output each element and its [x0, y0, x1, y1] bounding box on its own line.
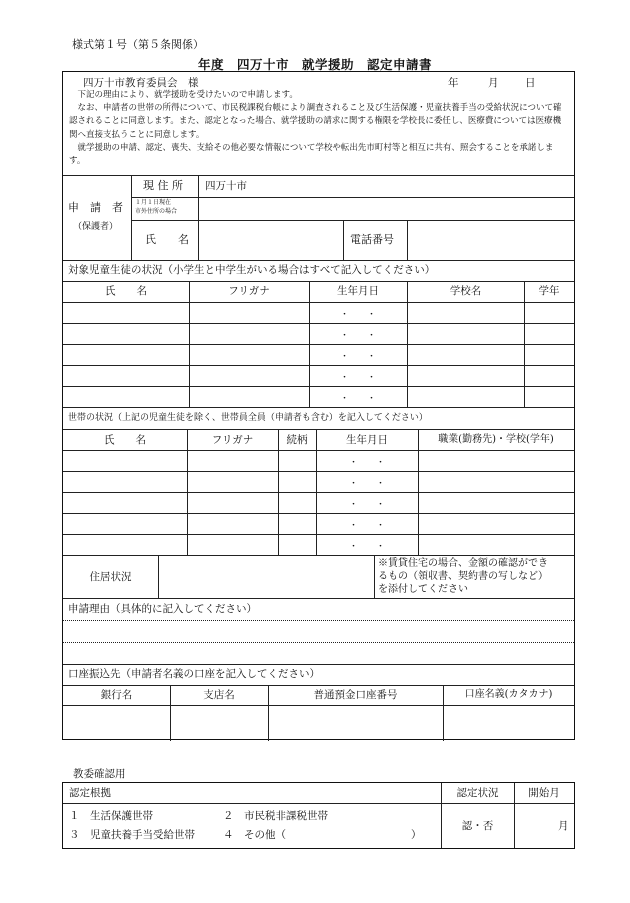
- address-label: 現 住 所: [143, 179, 183, 192]
- phone-label: 電話番号: [350, 233, 394, 246]
- office-use-box: [62, 782, 575, 849]
- children-col-birthdate: 生年月日: [337, 285, 379, 297]
- household-col-occupation: 職業(勤務先)・学校(学年): [438, 434, 554, 445]
- form-number: 様式第１号（第５条関係）: [72, 38, 204, 51]
- intro-line-2: なお、申請者の世帯の所得について、市民税課税台帳により調査されること及び生活保護・児童扶養手当の受給状況について確認されることに同意します。また、認定となった場合、就学援助の請求に関する権限を学校長に委任し、医療費については医療機関へ直接支払うことに同意します。: [69, 103, 562, 140]
- bank-col-account: 普通預金口座番号: [313, 689, 398, 701]
- intro-text: [69, 89, 569, 168]
- outside-address-label-1: １月１日現在: [135, 199, 172, 206]
- date-year-label: 年: [448, 77, 459, 89]
- children-row-4-birthdate[interactable]: ・ ・: [339, 373, 376, 383]
- basis-option-1[interactable]: １ 生活保護世帯: [69, 810, 153, 822]
- addressee: 四万十市教育委員会 様: [83, 77, 199, 89]
- page-title: 年度 四万十市 就学援助 認定申請書: [197, 57, 432, 72]
- start-header: 開始月: [528, 787, 560, 799]
- basis-option-2[interactable]: ２ 市民税非課税世帯: [223, 810, 328, 822]
- residence-note-1: ※賃貸住宅の場合、金額の確認ができ: [378, 558, 548, 569]
- bank-heading: 口座振込先（申請者名義の口座を記入してください）: [68, 668, 320, 680]
- basis-option-4-close: ）: [411, 829, 422, 841]
- intro-line-3: 就学援助の申請、認定、喪失、支給その他必要な情報について学校や転出先市町村等と相互に共有、照会することを承諾します。: [69, 142, 554, 167]
- address-value[interactable]: 四万十市: [205, 180, 247, 192]
- intro-line-1: 下記の理由により、就学援助を受けたいので申請します。: [77, 90, 298, 100]
- application-form: [62, 71, 575, 740]
- household-heading: 世帯の状況（上記の児童生徒を除く、世帯員全員（申請者も含む）を記入してください）: [68, 413, 428, 423]
- household-col-birthdate: 生年月日: [346, 434, 388, 446]
- applicant-sublabel: （保護者）: [73, 222, 119, 232]
- children-heading: 対象児童生徒の状況（小学生と中学生がいる場合はすべて記入してください）: [68, 264, 436, 276]
- residence-label: 住居状況: [89, 571, 132, 583]
- residence-note-3: を添付してください: [378, 584, 468, 595]
- children-col-furigana: フリガナ: [228, 285, 270, 297]
- basis-option-3[interactable]: ３ 児童扶養手当受給世帯: [69, 829, 195, 841]
- household-col-furigana: フリガナ: [211, 434, 254, 446]
- household-row-5-birthdate[interactable]: ・ ・: [348, 542, 385, 552]
- basis-header: 認定根拠: [69, 787, 111, 799]
- children-row-5-birthdate[interactable]: ・ ・: [339, 394, 376, 404]
- status-header: 認定状況: [456, 787, 499, 799]
- household-col-name: 氏 名: [104, 434, 146, 446]
- name-label: 氏 名: [145, 233, 189, 246]
- applicant-label: 申 請 者: [68, 201, 123, 214]
- household-row-1-birthdate[interactable]: ・ ・: [348, 458, 385, 468]
- date-month-label: 月: [488, 77, 499, 89]
- date-day-label: 日: [525, 77, 536, 89]
- children-col-school: 学校名: [449, 285, 482, 297]
- children-col-grade: 学年: [538, 285, 560, 297]
- children-col-name: 氏 名: [105, 285, 147, 297]
- household-row-2-birthdate[interactable]: ・ ・: [348, 479, 385, 489]
- basis-option-4[interactable]: ４ その他（: [223, 829, 286, 841]
- bank-col-bank: 銀行名: [100, 689, 133, 701]
- household-row-3-birthdate[interactable]: ・ ・: [348, 500, 385, 510]
- reason-heading: 申請理由（具体的に記入してください）: [68, 603, 257, 615]
- bank-col-branch: 支店名: [203, 689, 235, 701]
- household-row-4-birthdate[interactable]: ・ ・: [348, 521, 385, 531]
- office-use-label: 教委確認用: [73, 768, 126, 780]
- household-col-relation: 続柄: [286, 434, 308, 446]
- outside-address-label-2: 市外住所の場合: [135, 208, 178, 215]
- status-value[interactable]: 認・否: [461, 820, 494, 832]
- children-row-2-birthdate[interactable]: ・ ・: [339, 331, 376, 341]
- residence-note-2: るもの（領収書、契約書の写しなど）: [378, 571, 548, 582]
- children-row-3-birthdate[interactable]: ・ ・: [339, 352, 376, 362]
- start-month-value[interactable]: 月: [558, 820, 569, 832]
- bank-col-holder: 口座名義(カタカナ): [464, 689, 553, 700]
- children-row-1-birthdate[interactable]: ・ ・: [339, 310, 376, 320]
